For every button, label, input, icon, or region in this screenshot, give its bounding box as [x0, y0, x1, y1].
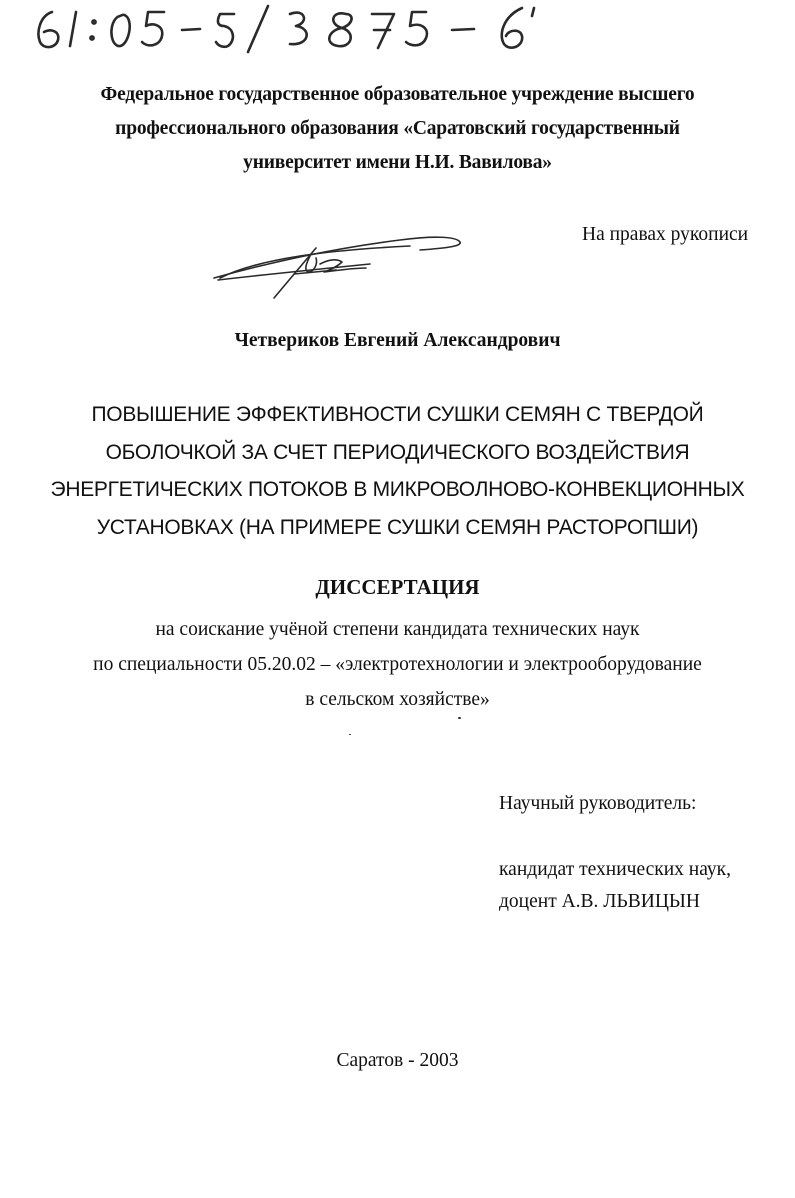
degree-line-2: по специальности 05.20.02 – «электротехнологии и электрооборудование: [93, 654, 702, 675]
title-line-4: УСТАНОВКАХ (НА ПРИМЕРЕ СУШКИ СЕМЯН РАСТОРОПШИ): [96, 515, 699, 539]
scan-speck: [458, 717, 461, 719]
scan-speck: [349, 734, 351, 735]
city-year: Саратов - 2003: [336, 1050, 459, 1071]
title-line-1: ПОВЫШЕНИЕ ЭФФЕКТИВНОСТИ СУШКИ СЕМЯН С ТВЕРДОЙ: [91, 403, 704, 426]
document-type: ДИССЕРТАЦИЯ: [315, 575, 480, 599]
supervisor-degree: кандидат технических наук,: [499, 859, 731, 880]
institution-name: [40, 78, 755, 180]
degree-statement: [0, 612, 795, 717]
degree-line-1: на соискание учёной степени кандидата технических наук: [155, 619, 640, 640]
supervisor-block: [499, 788, 731, 918]
dissertation-title: [20, 396, 775, 546]
institution-line-3: университет имени Н.И. Вавилова»: [243, 152, 552, 173]
institution-line-2: профессионального образования «Саратовский государственный: [115, 118, 680, 139]
supervisor-label: Научный руководитель:: [499, 793, 697, 814]
title-line-3: ЭНЕРГЕТИЧЕСКИХ ПОТОКОВ В МИКРОВОЛНОВО-КОНВЕКЦИОННЫХ: [50, 478, 745, 501]
degree-line-3: в сельском хозяйстве»: [305, 689, 490, 710]
title-line-2: ОБОЛОЧКОЙ ЗА СЧЕТ ПЕРИОДИЧЕСКОГО ВОЗДЕЙСТВИЯ: [105, 440, 690, 464]
author-name: Четвериков Евгений Александрович: [234, 330, 561, 351]
supervisor-name: доцент А.В. ЛЬВИЦЫН: [499, 891, 700, 912]
institution-line-1: Федеральное государственное образовательное учреждение высшего: [100, 84, 695, 105]
author-signature: [210, 228, 470, 300]
handwritten-archive-number: [28, 2, 548, 56]
manuscript-note: На правах рукописи: [582, 224, 749, 245]
